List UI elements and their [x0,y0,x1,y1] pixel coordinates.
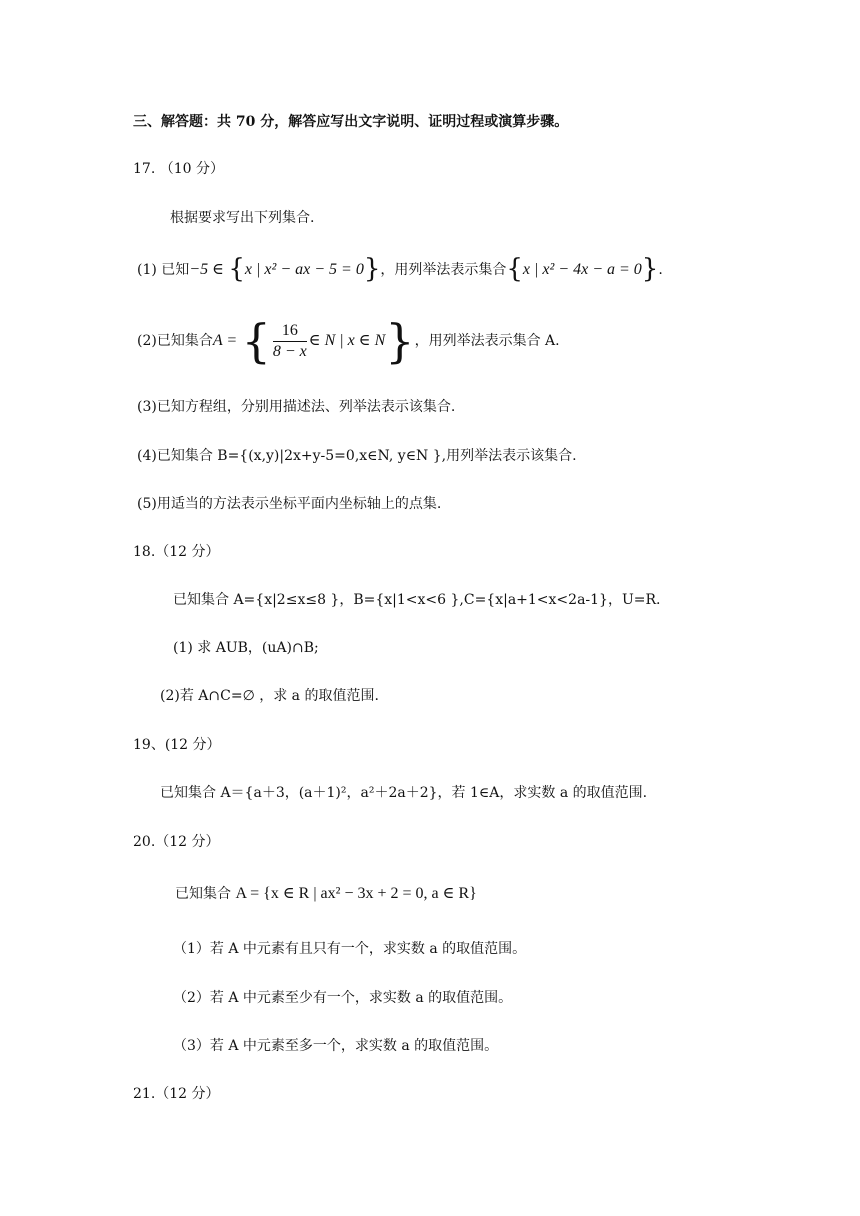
q17-intro: 根据要求写出下列集合. [170,210,315,226]
q18-part2: (2)若 A∩C=∅ ，求 a 的取值范围. [160,688,379,704]
left-brace-icon: { [241,314,271,368]
q17-part4: (4)已知集合 B={(x,y)|2x+y-5=0,x∈N, y∈N },用列举法表示该集合. [137,448,577,464]
q19-body: 已知集合 A＝{a＋3，(a＋1)²，a²＋2a＋2}，若 1∈A，求实数 a 的取值范围. [160,785,648,801]
q20-part1: （1）若 A 中元素有且只有一个，求实数 a 的取值范围。 [173,941,527,957]
left-brace-icon: { [228,254,245,284]
section-heading: 三、解答题：共 70 分，解答应写出文字说明、证明过程或演算步骤。 [133,114,569,130]
q17-part1 [137,254,663,284]
q17-p1-expr1: −5 ∈ [189,261,224,278]
q17-p2-tail: ，用列举法表示集合 A. [414,333,560,349]
q20-part2: （2）若 A 中元素至少有一个，求实数 a 的取值范围。 [173,990,513,1006]
q17-part5: (5)用适当的方法表示坐标平面内坐标轴上的点集. [137,496,442,512]
fraction-denominator: 8 − x [272,342,307,360]
q17-header: 17. （10 分） [133,161,224,177]
q17-p2-lhs: A = [212,332,238,349]
q21-header: 21.（12 分） [133,1086,220,1102]
right-brace-icon: } [385,314,415,368]
q20-intro [175,884,477,904]
q17-p2-fraction [273,321,307,362]
q18-header: 18.（12 分） [133,544,220,560]
q19-header: 19、(12 分） [133,737,221,753]
q17-p1-set2: x | x² − 4x − a = 0 [522,261,642,278]
q20-part3: （3）若 A 中元素至多一个，求实数 a 的取值范围。 [173,1038,499,1054]
fraction-numerator: 16 [273,321,307,342]
q17-p2-rest: ∈ N | x ∈ N [308,332,386,349]
q18-intro: 已知集合 A={x|2≤x≤8 }，B={x|1<x<6 },C={x|a+1<x<2a-1}，U=R. [173,592,661,608]
q17-p2-label: (2)已知集合 [137,333,213,349]
q18-part1: (1) 求 AUB，(uA)∩B; [173,640,319,656]
q20-header: 20.（12 分） [133,834,220,850]
q17-p1-mid: ，用列举法表示集合 [380,262,507,278]
q20-intro-label: 已知集合 [175,886,231,902]
right-brace-icon: } [363,254,381,284]
q20-set: A = {x ∈ R | ax² − 3x + 2 = 0, a ∈ R} [235,885,477,902]
q17-p1-tail: . [658,262,663,278]
q17-part3: (3)已知方程组，分别用描述法、列举法表示该集合. [137,399,456,415]
q17-part2 [137,315,560,367]
right-brace-icon: } [641,254,659,284]
q17-p1-label: (1) 已知 [137,262,190,278]
left-brace-icon: { [506,254,523,284]
q17-p1-set1: x | x² − ax − 5 = 0 [244,261,364,278]
